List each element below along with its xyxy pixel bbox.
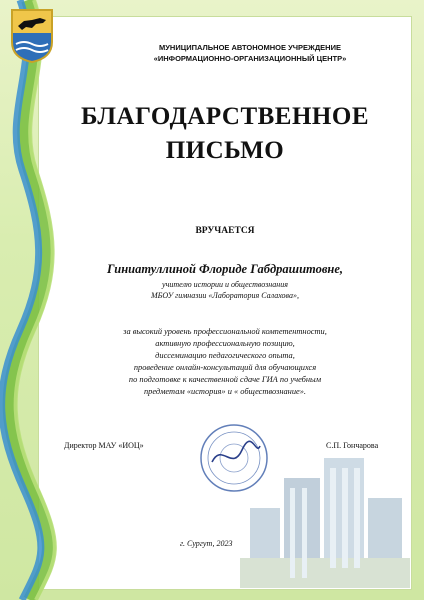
awarded-label: ВРУЧАЕТСЯ xyxy=(195,226,255,236)
reason-line: по подготовке к качественной сдаче ГИА по учебным xyxy=(128,375,322,384)
position-line-1: учителю истории и обществознания xyxy=(162,280,288,289)
title-line-1: БЛАГОДАРСТВЕННОЕ xyxy=(81,103,369,130)
city-emblem-icon xyxy=(10,8,54,64)
reason-line: за высокий уровень профессиональной компетентности, xyxy=(123,327,327,336)
reason-line: активную профессиональную позицию, xyxy=(155,339,295,348)
organization-header xyxy=(100,42,400,64)
reason-text xyxy=(60,326,390,398)
organization-line-1: МУНИЦИПАЛЬНОЕ АВТОНОМНОЕ УЧРЕЖДЕНИЕ xyxy=(159,43,341,52)
organization-line-2: «ИНФОРМАЦИОННО-ОРГАНИЗАЦИОННЫЙ ЦЕНТР» xyxy=(153,54,347,63)
document-title xyxy=(60,100,390,168)
director-name: С.П. Гончарова xyxy=(326,441,379,450)
title-line-2: ПИСЬМО xyxy=(165,137,285,164)
place-and-date: г. Сургут, 2023 xyxy=(180,539,233,548)
recipient-name: Гиниатуллиной Флориде Габдрашитовне, xyxy=(106,262,344,276)
reason-line: предметам «история» и « обществознание». xyxy=(143,387,307,396)
position-line-2: МБОУ гимназии «Лаборатория Салахова», xyxy=(151,291,299,300)
reason-line: проведение онлайн-консультаций для обучающихся xyxy=(133,363,317,372)
director-title: Директор МАУ «ИОЦ» xyxy=(64,441,144,450)
recipient-position xyxy=(60,279,390,301)
official-stamp-icon xyxy=(198,422,270,494)
reason-line: диссеминацию педагогического опыта, xyxy=(155,351,295,360)
